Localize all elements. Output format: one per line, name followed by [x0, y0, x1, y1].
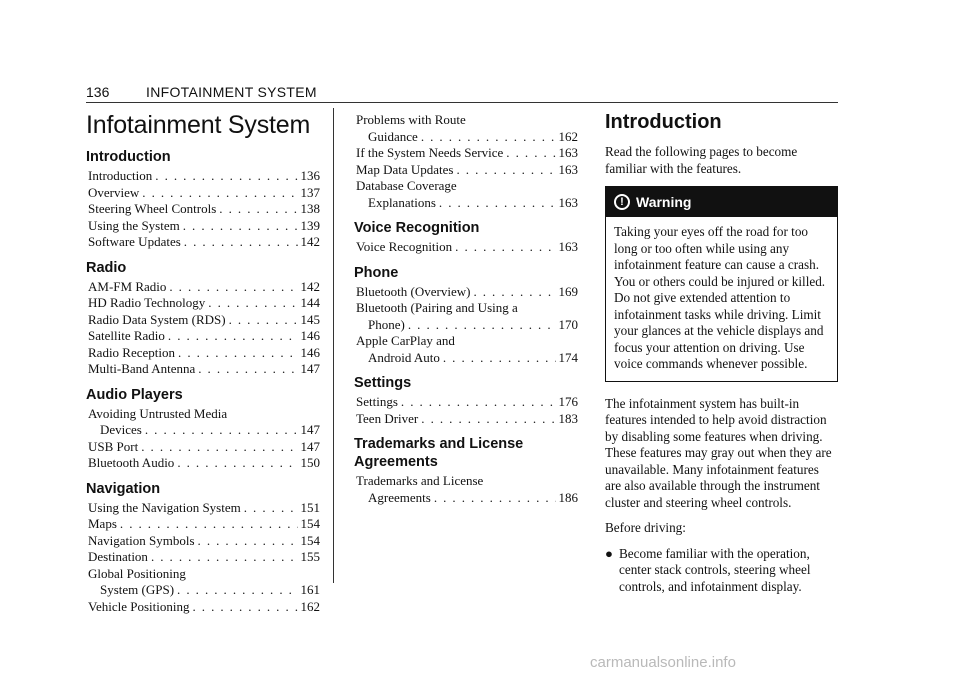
toc-heading-introduction: Introduction: [86, 149, 171, 165]
toc-entry[interactable]: If the System Needs Service . . . 163: [354, 145, 578, 162]
toc-entry[interactable]: Overview . . . 137: [86, 185, 320, 202]
toc-entry[interactable]: Bluetooth Audio . . . 150: [86, 455, 320, 472]
toc-entry[interactable]: Map Data Updates . . . 163: [354, 162, 578, 179]
section-title: INFOTAINMENT SYSTEM: [146, 84, 317, 100]
watermark: carmanualsonline.info: [590, 654, 736, 671]
toc-entry-line1[interactable]: Bluetooth (Pairing and Using a: [356, 300, 518, 315]
toc-entry[interactable]: Teen Driver . . . 183: [354, 411, 578, 428]
toc-entry[interactable]: AM-FM Radio . . . 142: [86, 279, 320, 296]
toc-entry[interactable]: System (GPS) . . . 161: [86, 582, 320, 599]
toc-entry[interactable]: HD Radio Technology . . . 144: [86, 295, 320, 312]
warning-text: Taking your eyes off the road for too long or too often while using any infotainment feature can cause a crash. You or others could be injured or killed. Do not give extended attention to infotainment tasks while driving. Limit your glances at the vehicle displays and focus your attention on driving. Use voice commands whenever possible.: [614, 224, 826, 371]
toc-entry[interactable]: Multi-Band Antenna . . . 147: [86, 361, 320, 378]
toc-heading-voice-recognition: Voice Recognition: [354, 220, 480, 236]
toc-entry-line1[interactable]: Problems with Route: [356, 112, 466, 127]
toc-heading-trademarks: Trademarks and License Agreements: [354, 436, 524, 470]
warning-header: [606, 187, 837, 217]
header-rule: [86, 102, 838, 103]
toc-entry[interactable]: Navigation Symbols . . . 154: [86, 533, 320, 550]
toc-entry[interactable]: Destination . . . 155: [86, 549, 320, 566]
warning-exclamation-icon: !: [614, 194, 630, 210]
toc-entry[interactable]: Radio Reception . . . 146: [86, 345, 320, 362]
toc-entry[interactable]: Satellite Radio . . . 146: [86, 328, 320, 345]
toc-entry[interactable]: Software Updates . . . 142: [86, 234, 320, 251]
toc-heading-settings: Settings: [354, 375, 412, 391]
toc-entry[interactable]: Bluetooth (Overview) . . . 169: [354, 284, 578, 301]
toc-entry[interactable]: USB Port . . . 147: [86, 439, 320, 456]
toc-entry[interactable]: Steering Wheel Controls . . . 138: [86, 201, 320, 218]
toc-entry-line1[interactable]: Global Positioning: [88, 565, 186, 581]
toc-heading-radio: Radio: [86, 259, 127, 276]
toc-column-2: [354, 112, 578, 506]
toc-column-1: [86, 110, 320, 615]
toc-entry[interactable]: Maps . . . 154: [86, 516, 320, 533]
toc-entry-line1[interactable]: Trademarks and License: [356, 473, 484, 488]
toc-entry-line1[interactable]: Apple CarPlay and: [356, 333, 455, 348]
toc-entry[interactable]: Devices . . . 147: [86, 422, 320, 439]
toc-entry[interactable]: Voice Recognition . . . 163: [354, 239, 578, 256]
column-divider: [333, 108, 334, 583]
toc-entry-line1[interactable]: Database Coverage: [356, 178, 457, 193]
toc-entry[interactable]: Guidance . . . 162: [354, 129, 578, 146]
toc-entry[interactable]: Radio Data System (RDS) . . . 145: [86, 312, 320, 329]
toc-entry[interactable]: Phone) . . . 170: [354, 317, 578, 334]
page-header: [86, 82, 838, 104]
toc-heading-phone: Phone: [354, 264, 399, 281]
toc-heading-navigation: Navigation: [86, 480, 161, 497]
page-number: 136: [86, 84, 110, 100]
list-item: [605, 546, 838, 596]
toc-entry[interactable]: Using the System . . . 139: [86, 218, 320, 235]
intro-column: [605, 108, 838, 595]
toc-entry[interactable]: Introduction . . . 136: [86, 168, 320, 185]
toc-entry[interactable]: Settings . . . 176: [354, 394, 578, 411]
before-driving-label: Before driving:: [605, 520, 686, 535]
toc-entry[interactable]: Explanations . . . 163: [354, 195, 578, 212]
intro-lead: Read the following pages to become familiar with the features.: [605, 144, 798, 176]
bullet-icon: ●: [605, 545, 613, 561]
toc-entry[interactable]: Agreements . . . 186: [354, 490, 578, 507]
intro-body: The infotainment system has built-in features intended to help avoid distraction by disabling some features when driving. These features may gray out when they are unavailable. Many infotainment features are also available through the instrument cluster and steering wheel controls.: [605, 395, 832, 510]
toc-entry[interactable]: Using the Navigation System . . . 151: [86, 500, 320, 517]
chapter-title: Infotainment System: [86, 111, 311, 139]
intro-title: Introduction: [605, 111, 722, 133]
bullet-text: Become familiar with the operation, center stack controls, steering wheel controls, and infotainment display.: [619, 545, 811, 594]
toc-entry[interactable]: Vehicle Positioning . . . 162: [86, 599, 320, 616]
toc-heading-audio-players: Audio Players: [86, 386, 183, 403]
warning-label: Warning: [636, 193, 692, 210]
toc-entry-line1[interactable]: Avoiding Untrusted Media: [88, 405, 228, 421]
warning-box: [605, 186, 838, 382]
toc-entry[interactable]: Android Auto . . . 174: [354, 350, 578, 367]
